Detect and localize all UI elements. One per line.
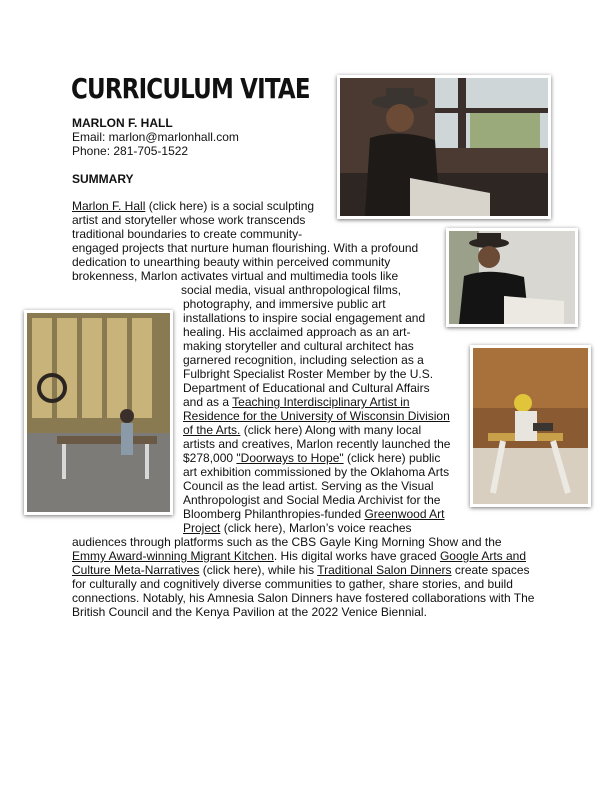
summary-line: and as a Teaching Interdisciplinary Artist in [183,395,410,409]
summary-line: audiences through platforms such as the CBS Gayle King Morning Show and the [72,535,502,549]
link-teaching-artist-residence[interactable]: Teaching Interdisciplinary Artist in [232,395,410,409]
summary-line: making storyteller and cultural architect has [183,339,414,353]
summary-line: $278,000 "Doorways to Hope" (click here) public [183,451,441,465]
workshop-saw-photo [470,345,591,507]
summary-line: installations to inspire social engagement and [183,311,426,325]
summary-heading: SUMMARY [72,172,134,186]
summary-line: artists and creatives, Marlon recently launched the [183,437,451,451]
summary-line: Anthropologist and Social Media Archivist for the [183,493,441,507]
link-teaching-artist-residence-cont[interactable]: Residence for the University of Wisconsin Division [183,409,450,423]
summary-line: of the Arts. (click here) Along with many local [183,423,422,437]
email-text: Email: marlon@marlonhall.com [72,130,239,144]
summary-line: social media, visual anthropological films, [181,283,402,297]
link-traditional-salon-dinners[interactable]: Traditional Salon Dinners [317,563,452,577]
summary-line: Emmy Award-winning Migrant Kitchen. His digital works have graced Google Arts and [72,549,527,563]
phone-text: Phone: 281-705-1522 [72,144,189,158]
link-teaching-artist-residence-end[interactable]: of the Arts. [183,423,241,437]
summary-line [183,410,450,424]
summary-line: Bloomberg Philanthropies-funded Greenwood Art [183,507,445,521]
link-marlon-hall[interactable]: Marlon F. Hall [72,199,146,213]
link-migrant-kitchen[interactable]: Emmy Award-winning Migrant Kitchen [72,549,274,563]
summary-line: Council as the lead artist. Serving as the Visual [183,479,434,493]
summary-line: for culturally and cognitively diverse communities to gather, share stories, and build [72,577,513,591]
summary-line: Marlon F. Hall (click here) is a social sculpting [72,199,315,213]
summary-line: British Council and the Kenya Pavilion at the 2022 Venice Biennial. [72,605,427,619]
summary-line: Fulbright Specialist Roster Member by the U.S. [183,367,434,381]
summary-line: Culture Meta-Narratives (click here), while his Traditional Salon Dinners create spaces [72,563,530,577]
link-doorways-to-hope[interactable]: "Doorways to Hope" [236,451,344,465]
summary-line: connections. Notably, his Amnesia Salon Dinners have fostered collaborations with The [72,591,535,605]
summary-line: art exhibition commissioned by the Oklahoma Arts [183,465,450,479]
workshop-table-photo [24,310,173,515]
summary-line: garnered recognition, including selection as a [183,353,424,367]
summary-line: healing. His acclaimed approach as an art- [183,325,411,339]
summary-line: photography, and immersive public art [183,297,386,311]
summary-line: artist and storyteller whose work transcends [72,213,306,227]
portrait-smiling-photo [446,228,578,327]
summary-line: Department of Educational and Cultural Affairs [183,381,430,395]
summary-line: dedication to unearthing beauty within perceived community [72,255,391,269]
link-greenwood-art-project-end[interactable]: Project [183,521,221,535]
portrait-seated-hat-photo [337,75,551,219]
link-greenwood-art-project[interactable]: Greenwood Art [364,507,445,521]
summary-line: brokenness, Marlon activates virtual and multimedia tools like [72,269,399,283]
person-name: MARLON F. HALL [72,116,173,130]
summary-line: traditional boundaries to create community- [72,227,303,241]
link-google-arts-culture[interactable]: Google Arts and [439,549,527,563]
summary-line: engaged projects that nurture human flourishing. With a profound [72,241,419,255]
summary-line: Project (click here), Marlon’s voice reaches [183,521,412,535]
link-google-arts-culture-end[interactable]: Culture Meta-Narratives [72,563,200,577]
page-title: CURRICULUM VITAE [71,72,310,105]
